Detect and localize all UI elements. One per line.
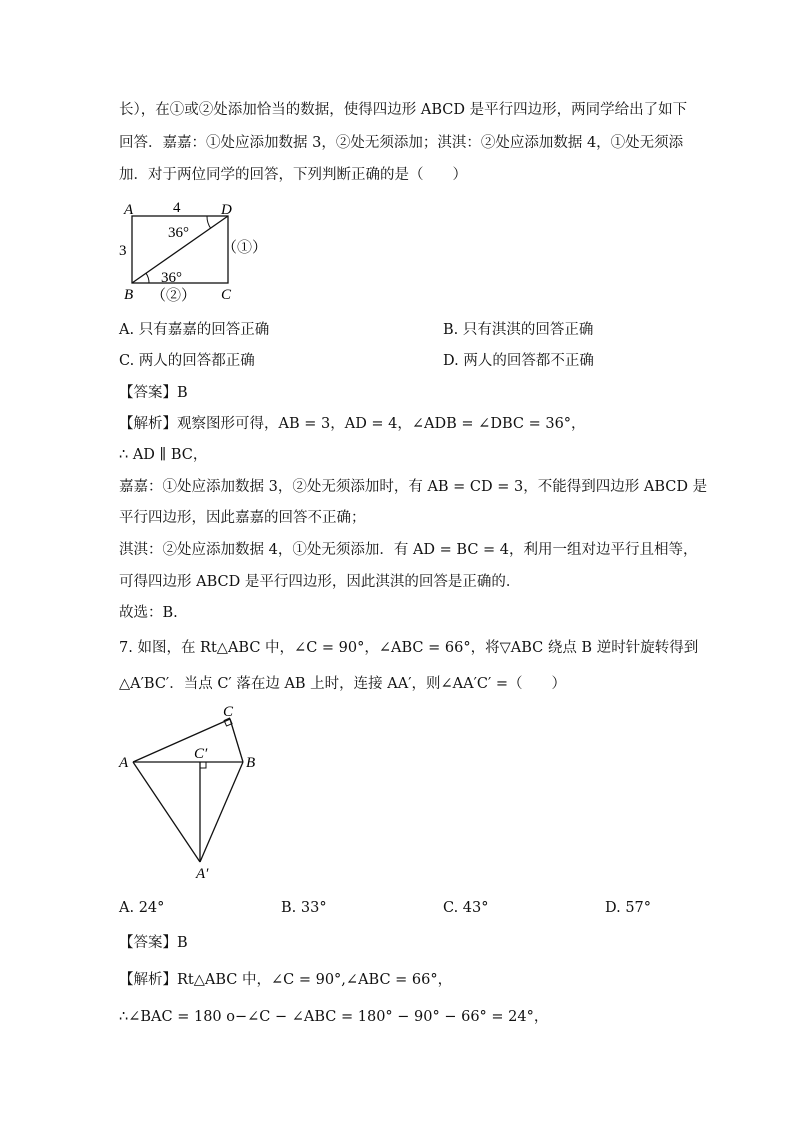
q7-figure xyxy=(110,700,290,890)
label-a: A xyxy=(124,202,134,218)
right-angle-mark-c1 xyxy=(200,762,206,768)
segment-ba1 xyxy=(200,762,243,862)
label-mark-1: （①） xyxy=(222,240,268,256)
label-d: D xyxy=(221,202,232,218)
label-c: C xyxy=(223,704,234,720)
q6-text-line-1: 长），在①或②处添加恰当的数据，使得四边形 ABCD 是平行四边形，两同学给出了如下 xyxy=(119,102,688,118)
angle-arc-top xyxy=(207,216,211,229)
q7-text-line-1: 7. 如图，在 Rt△ABC 中，∠C = 90°，∠ABC = 66°，将▽ABC 绕点 B 逆时针旋转得到 xyxy=(119,640,699,656)
segment-aa1 xyxy=(133,762,200,862)
segment-cb xyxy=(230,719,243,762)
q6-option-d: D. 两人的回答都不正确 xyxy=(443,353,594,369)
q6-analysis-line-3: 嘉嘉：①处应添加数据 3，②处无须添加时，有 AB = CD = 3，不能得到四边形 ABCD 是 xyxy=(119,479,708,495)
label-c-prime: C′ xyxy=(194,746,208,762)
q7-option-c: C. 43° xyxy=(443,900,489,916)
label-c: C xyxy=(221,287,232,303)
q6-text-line-2: 回答．嘉嘉：①处应添加数据 3，②处无须添加；淇淇：②处应添加数据 4，①处无须添 xyxy=(119,135,684,151)
angle-arc-bottom xyxy=(146,273,149,283)
q7-analysis-line-2: ∴∠BAC = 180 o−∠C − ∠ABC = 180° − 90° − 66° = 24°， xyxy=(119,1009,549,1025)
q6-analysis-line-7: 故选：B. xyxy=(119,605,178,621)
label-mark-2: （②） xyxy=(151,288,197,304)
q7-analysis-line-1: 【解析】Rt△ABC 中，∠C = 90°,∠ABC = 66°， xyxy=(119,972,453,988)
segment-ac xyxy=(133,719,230,762)
label-b: B xyxy=(124,287,134,303)
q6-answer: 【答案】B xyxy=(119,385,188,401)
q6-analysis-line-1: 【解析】观察图形可得，AB = 3，AD = 4，∠ADB = ∠DBC = 36°， xyxy=(119,416,586,432)
q6-option-c: C. 两人的回答都正确 xyxy=(119,353,255,369)
q7-text-line-2: △A′BC′．当点 C′ 落在边 AB 上时，连接 AA′，则∠AA′C′ =（ ） xyxy=(119,676,567,692)
q6-analysis-line-4: 平行四边形，因此嘉嘉的回答不正确； xyxy=(119,510,366,526)
q7-option-a: A. 24° xyxy=(119,900,165,916)
label-a: A xyxy=(119,755,129,771)
q7-option-d: D. 57° xyxy=(605,900,652,916)
label-left-length: 3 xyxy=(119,243,127,259)
label-angle-top: 36° xyxy=(168,225,189,241)
q7-option-b: B. 33° xyxy=(281,900,327,916)
q7-answer: 【答案】B xyxy=(119,935,188,951)
q6-analysis-line-5: 淇淇：②处应添加数据 4，①处无须添加．有 AD = BC = 4，利用一组对边平行且相等， xyxy=(119,542,698,558)
label-b: B xyxy=(246,755,256,771)
q6-analysis-line-6: 可得四边形 ABCD 是平行四边形，因此淇淇的回答是正确的． xyxy=(119,574,521,590)
q6-option-a: A. 只有嘉嘉的回答正确 xyxy=(119,322,270,338)
q6-analysis-line-2: ∴ AD ∥ BC， xyxy=(119,447,208,463)
label-angle-bottom: 36° xyxy=(161,270,182,286)
label-a-prime: A′ xyxy=(196,866,209,882)
q6-figure xyxy=(110,195,290,315)
q6-text-line-3: 加．对于两位同学的回答，下列判断正确的是（ ） xyxy=(119,167,467,183)
q6-option-b: B. 只有淇淇的回答正确 xyxy=(443,322,594,338)
label-top-length: 4 xyxy=(173,200,181,216)
